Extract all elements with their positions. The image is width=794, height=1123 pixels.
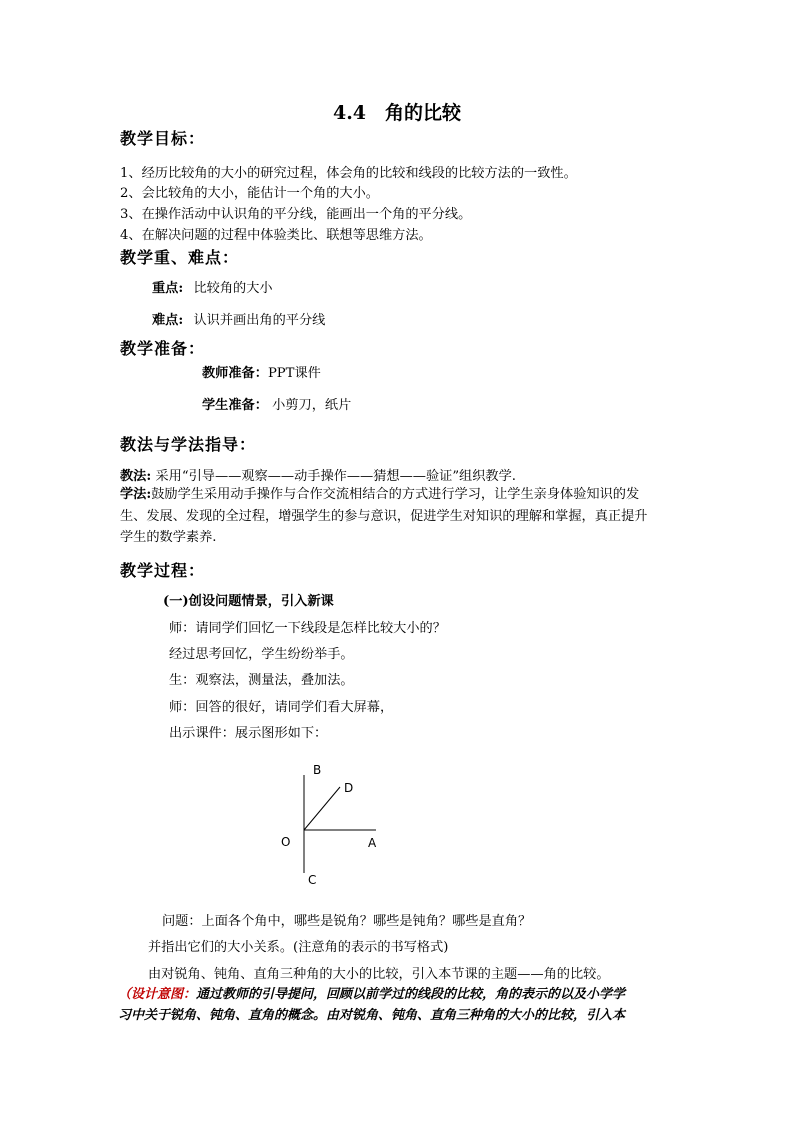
teacher-prep-label: 教师准备： xyxy=(202,366,268,381)
student-prep-text: 小剪刀，纸片 xyxy=(272,398,352,413)
teacher-prep-text: PPT课件 xyxy=(267,366,321,381)
ray-od xyxy=(304,787,340,830)
process-heading: 教学过程： xyxy=(120,561,206,580)
design-intent-label: （设计意图： xyxy=(118,987,197,1002)
difficulty-label: 难点: xyxy=(152,313,184,328)
objective-item: 2、会比较角的大小，能估计一个角的大小。 xyxy=(120,186,379,201)
dialog-line: 经过思考回忆，学生纷纷举手。 xyxy=(169,647,354,662)
objective-item: 3、在操作活动中认识角的平分线，能画出一个角的平分线。 xyxy=(120,207,472,222)
dialog-line: 师：请同学们回忆一下线段是怎样比较大小的？ xyxy=(169,621,446,636)
learning-method-line: 鼓励学生采用动手操作与合作交流相结合的方式进行学习，让学生亲身体验知识的发 xyxy=(151,487,640,502)
objective-item: 1、经历比较角的大小的研究过程，体会角的比较和线段的比较方法的一致性。 xyxy=(120,166,577,181)
teacher-prep-row xyxy=(202,362,321,381)
methods-heading: 教法与学法指导： xyxy=(120,435,257,454)
section-heading: (一)创设问题情景，引入新课 xyxy=(163,594,334,609)
student-prep-row xyxy=(202,394,351,413)
question-line: 并指出它们的大小关系。(注意角的表示的书写格式) xyxy=(148,940,449,955)
learning-method-line: 学生的数学素养. xyxy=(120,530,217,545)
dialog-line: 师：回答的很好，请同学们看大屏幕， xyxy=(169,700,394,715)
dialog-line: 生：观察法，测量法，叠加法。 xyxy=(169,673,354,688)
focus-text: 比较角的大小 xyxy=(193,281,273,296)
design-intent-line xyxy=(118,985,625,1005)
design-intent-line: 习中关于锐角、钝角、直角的概念。由对锐角、钝角、直角三种角的大小的比较，引入本 xyxy=(118,1008,626,1023)
point-label-c: C xyxy=(308,873,317,887)
objective-item: 4、在解决问题的过程中体验类比、联想等思维方法。 xyxy=(120,228,432,243)
learning-method-label: 学法: xyxy=(120,487,152,502)
preparation-heading: 教学准备： xyxy=(120,339,206,358)
dialog-line: 出示课件：展示图形如下： xyxy=(169,726,328,741)
objectives-heading: 教学目标： xyxy=(120,129,206,148)
point-label-b: B xyxy=(313,763,322,777)
angle-figure xyxy=(270,755,410,890)
teaching-method-label: 教法: xyxy=(120,469,152,484)
learning-method-line: 生、发展、发现的全过程，增强学生的参与意识，促进学生对知识的理解和掌握，真正提升 xyxy=(120,509,648,524)
point-label-a: A xyxy=(368,836,377,850)
difficulty-text: 认识并画出角的平分线 xyxy=(193,313,326,328)
student-prep-label: 学生准备： xyxy=(202,398,268,413)
intro-line: 由对锐角、钝角、直角三种角的大小的比较，引入本节课的主题——角的比较。 xyxy=(148,967,610,982)
point-label-o: O xyxy=(281,835,291,849)
design-intent-text: 通过教师的引导提问，回顾以前学过的线段的比较，角的表示的以及小学学 xyxy=(196,987,626,1002)
learning-method-row xyxy=(120,484,639,506)
question-line: 问题：上面各个角中，哪些是锐角？哪些是钝角？哪些是直角？ xyxy=(162,914,532,929)
focus-label: 重点: xyxy=(152,281,184,296)
key-points-heading: 教学重、难点： xyxy=(120,248,240,267)
teaching-method-row xyxy=(120,465,516,484)
point-label-d: D xyxy=(344,781,354,795)
difficulty-row xyxy=(152,309,325,328)
page-title: 4.4 角的比较 xyxy=(332,102,462,124)
focus-row xyxy=(152,277,273,296)
teaching-method-text: 采用“引导——观察——动手操作——猜想——验证”组织教学. xyxy=(155,469,517,484)
